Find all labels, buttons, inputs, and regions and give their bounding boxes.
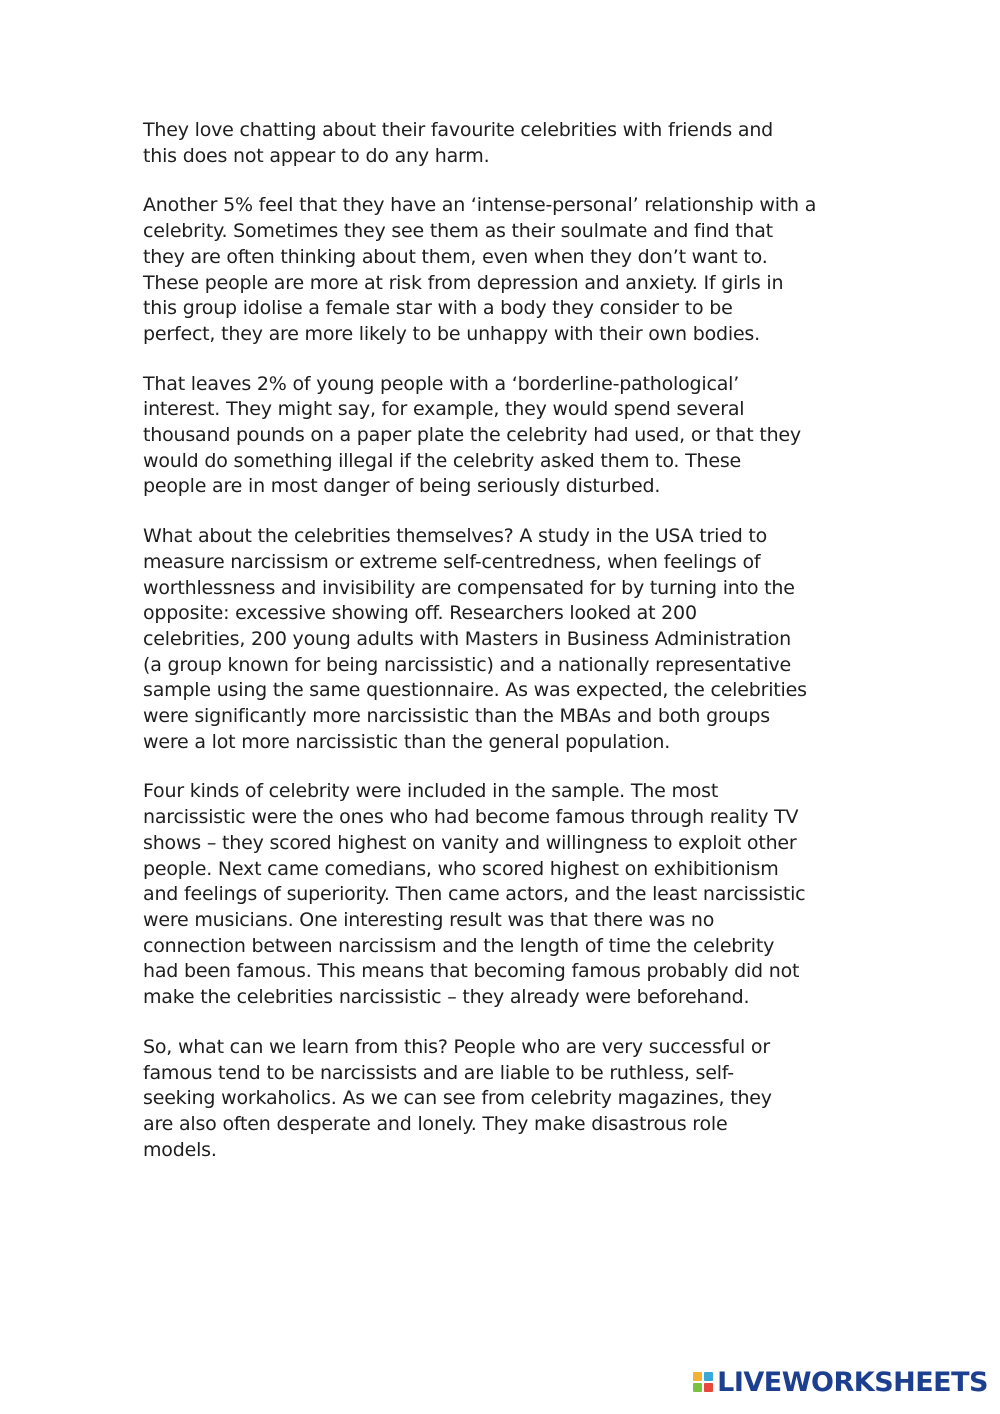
paragraph-2: Another 5% feel that they have an ‘intense-personal’ relationship with a celebrity. Sometimes they see them as their soulmate and find that they are often thinking about them, even when they don’t want to. These people are more at risk from depression and anxiety. If girls in this group idolise a female star with a body they consider to be perfect, they are more likely to be unhappy with their own bodies. bbox=[143, 194, 817, 345]
paragraph-1: They love chatting about their favourite celebrities with friends and this does not appear to do any harm. bbox=[143, 119, 774, 167]
logo-wordmark: LIVEWORKSHEETS bbox=[717, 1366, 988, 1398]
logo-tile-1 bbox=[693, 1372, 702, 1381]
logo-tile-4 bbox=[704, 1383, 713, 1392]
paragraph-4: What about the celebrities themselves? A study in the USA tried to measure narcissism or extreme self-centredness, when feelings of worthlessness and invisibility are compensated for by turning into the opposite: excessive showing off. Researchers looked at 200 celebrities, 200 young adults with Masters in Business Administration (a group known for being narcissistic) and a nationally representative sample using the same questionnaire. As was expected, the celebrities were significantly more narcissistic than the MBAs and both groups were a lot more narcissistic than the general population. bbox=[143, 525, 807, 753]
paragraph-3: That leaves 2% of young people with a ‘borderline-pathological’ interest. They might say, for example, they would spend several thousand pounds on a paper plate the celebrity had used, or that they would do something illegal if the celebrity asked them to. These people are in most danger of being seriously disturbed. bbox=[143, 372, 801, 498]
article-body bbox=[143, 118, 861, 1187]
paragraph-6: So, what can we learn from this? People who are very successful or famous tend to be narcissists and are liable to be ruthless, self- seeking workaholics. As we can see from celebrity magazines, they are also often desperate and lonely. They make disastrous role models. bbox=[143, 1035, 772, 1161]
logo-tile-2 bbox=[704, 1372, 713, 1381]
liveworksheets-logo-icon bbox=[693, 1372, 713, 1392]
paragraph-5: Four kinds of celebrity were included in the sample. The most narcissistic were the ones who had become famous through reality TV shows – they scored highest on vanity and willingness to exploit other people. Next came comedians, who scored highest on exhibitionism and feelings of superiority. Then came actors, and the least narcissistic were musicians. One interesting result was that there was no connection between narcissism and the length of time the celebrity had been famous. This means that becoming famous probably did not make the celebrities narcissistic – they already were beforehand. bbox=[143, 780, 806, 1009]
liveworksheets-logo bbox=[693, 1362, 988, 1402]
logo-tile-3 bbox=[693, 1383, 702, 1392]
